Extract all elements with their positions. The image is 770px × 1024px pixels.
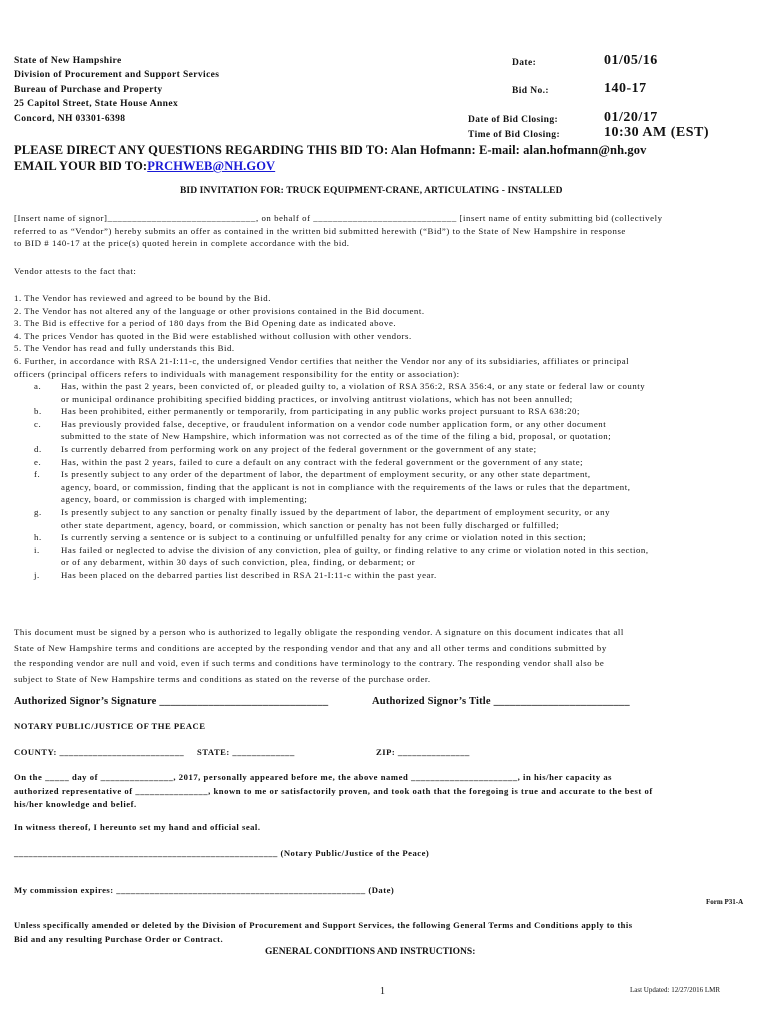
item-letter: c. xyxy=(34,418,42,429)
signor-signature-field[interactable]: Authorized Signor’s Signature _______________________________ xyxy=(14,696,329,707)
lettered-item-line xyxy=(14,380,756,393)
item-letter: d. xyxy=(34,443,42,454)
closing-time-value: 10:30 AM (EST) xyxy=(604,125,709,140)
signing-line: State of New Hampshire terms and conditions are accepted by the responding vendor and that any and all other terms and conditions submitted by xyxy=(14,642,607,653)
item-number: 4. xyxy=(14,330,22,341)
item-number: 2. xyxy=(14,305,22,316)
page-number: 1 xyxy=(380,986,385,997)
signing-line: the responding vendor are null and void, even if such terms and conditions have terminology to the contrary. The responding vendor shall also be xyxy=(14,658,605,668)
item-text: Has been placed on the debarred parties list described in RSA 21-I:11-c within the past year. xyxy=(61,569,437,580)
item-text: Has previously provided false, deceptive, or fraudulent information on a vendor code number application form, or any other document xyxy=(61,418,607,429)
item-text: Is presently subject to any order of the department of labor, the department of employment security, or any other state department, xyxy=(61,469,591,480)
item-letter: f. xyxy=(34,469,41,480)
lettered-item-line xyxy=(14,468,756,481)
lettered-item-line xyxy=(14,506,756,519)
agency-line-5: Concord, NH 03301-6398 xyxy=(14,114,126,124)
item-letter: e. xyxy=(34,456,42,467)
closing-date-value: 01/20/17 xyxy=(604,110,658,125)
item-number: 1. xyxy=(14,293,22,303)
item-text: The Vendor has read and fully understands this Bid. xyxy=(24,343,235,354)
lettered-item-line xyxy=(14,544,756,557)
numbered-list xyxy=(14,292,756,380)
list-item xyxy=(14,317,756,330)
intro-paragraph xyxy=(14,212,756,250)
lettered-list xyxy=(14,380,756,582)
questions-contact-line: PLEASE DIRECT ANY QUESTIONS REGARDING THIS BID TO: Alan Hofmann: E-mail: alan.hofmann@nh.gov xyxy=(14,143,647,157)
date-label: Date: xyxy=(512,58,537,68)
intro-line: [Insert name of signor]______________________________, on behalf of _____________________________ [insert name of entity submitting bid (collectively xyxy=(14,213,663,223)
item-text: Has been prohibited, either permanently or temporarily, from participating in any public works project pursuant to RSA 638:20; xyxy=(61,406,580,417)
lettered-item-line xyxy=(14,481,756,494)
item-text: Is currently serving a sentence or is subject to a continuing or unfulfilled penalty for any crime or violation noted in this section; xyxy=(61,532,587,543)
lettered-item-line xyxy=(14,456,756,469)
list-item-continuation: officers (principal officers refers to individuals with management responsibility for the entity or association): xyxy=(14,368,460,379)
item-text: or of any debarment, within 30 days of such conviction, plea, finding, or debarment; or xyxy=(61,557,416,568)
lettered-item-line xyxy=(14,393,756,406)
lettered-item-line xyxy=(14,493,756,506)
email-bid-line xyxy=(14,159,275,174)
email-bid-link[interactable]: PRCHWEB@NH.GOV xyxy=(147,159,276,173)
item-text: Is presently subject to any sanction or penalty finally issued by the department of labor, the department of employment security, or any xyxy=(61,506,611,517)
unless-line: Unless specifically amended or deleted by the Division of Procurement and Support Services, the following General Terms and Conditions apply to this xyxy=(14,920,633,930)
general-conditions-heading: GENERAL CONDITIONS AND INSTRUCTIONS: xyxy=(265,947,476,957)
notary-signature-field[interactable]: _______________________________________________________ (Notary Public/Justice of the Peace) xyxy=(14,848,430,858)
list-item xyxy=(14,305,756,318)
item-letter: a. xyxy=(34,381,42,391)
county-field[interactable]: COUNTY: __________________________ xyxy=(14,747,185,757)
bid-no-value: 140-17 xyxy=(604,81,647,96)
item-text: The Vendor has reviewed and agreed to be bound by the Bid. xyxy=(24,293,272,303)
item-text: The prices Vendor has quoted in the Bid were established without collusion with other vendors. xyxy=(24,330,412,341)
closing-date-label: Date of Bid Closing: xyxy=(468,115,559,125)
appeared-line: his/her knowledge and belief. xyxy=(14,799,137,809)
list-item xyxy=(14,330,756,343)
agency-line-1: State of New Hampshire xyxy=(14,56,122,66)
last-updated: Last Updated: 12/27/2016 LMR xyxy=(630,986,721,994)
lettered-item-line xyxy=(14,418,756,431)
item-number: 5. xyxy=(14,343,22,354)
item-text: agency, board, or commission is charged with implementing; xyxy=(61,494,308,505)
list-item xyxy=(14,292,756,305)
zip-field[interactable]: ZIP: _______________ xyxy=(376,747,470,757)
signing-line: subject to State of New Hampshire terms and conditions as stated on the reverse of the purchase order. xyxy=(14,673,431,684)
item-text: other state department, agency, board, or commission, which sanction or penalty has not been fully discharged or fulfilled; xyxy=(61,519,560,530)
agency-line-3: Bureau of Purchase and Property xyxy=(14,85,163,95)
item-letter: h. xyxy=(34,532,42,543)
intro-line: to BID # 140-17 at the price(s) quoted herein in complete accordance with the bid. xyxy=(14,238,350,249)
item-text: Has, within the past 2 years, failed to cure a default on any contract with the federal government or the government of any state; xyxy=(61,456,584,467)
notary-heading: NOTARY PUBLIC/JUSTICE OF THE PEACE xyxy=(14,721,206,731)
appeared-line: authorized representative of _______________, known to me or satisfactorily proven, and took oath that the foregoing is true and accurate to the best of xyxy=(14,785,653,796)
signing-line: This document must be signed by a person who is authorized to legally obligate the responding vendor. A signature on this document indicates that all xyxy=(14,627,624,637)
lettered-item-line xyxy=(14,556,756,569)
item-number: 6. xyxy=(14,355,22,366)
lettered-item-line xyxy=(14,531,756,544)
email-bid-prefix: EMAIL YOUR BID TO: xyxy=(14,159,148,173)
item-text: The Bid is effective for a period of 180 days from the Bid Opening date as indicated above. xyxy=(24,318,397,329)
personally-appeared-paragraph xyxy=(14,771,756,812)
item-text: Is currently debarred from performing work on any project of the federal government or the government of any state; xyxy=(61,443,537,454)
agency-line-4: 25 Capitol Street, State House Annex xyxy=(14,99,179,109)
invitation-title: BID INVITATION FOR: TRUCK EQUIPMENT-CRANE, ARTICULATING - INSTALLED xyxy=(180,186,563,196)
item-letter: j. xyxy=(34,569,40,580)
form-id: Form P31-A xyxy=(706,898,744,906)
item-text: agency, board, or commission, finding that the applicant is not in compliance with the requirements of the laws or rules that the department, xyxy=(61,481,631,492)
item-text: submitted to the state of New Hampshire, which information was not corrected as of the time of the filing a bid, proposal, or quotation; xyxy=(61,431,612,442)
item-number: 3. xyxy=(14,318,22,329)
list-item xyxy=(14,342,756,355)
witness-line: In witness thereof, I hereunto set my hand and official seal. xyxy=(14,822,261,832)
state-field[interactable]: STATE: _____________ xyxy=(197,747,295,757)
commission-expires-field[interactable]: My commission expires: ____________________________________________________ (Date) xyxy=(14,885,395,895)
item-text: Further, in accordance with RSA 21-I:11-c, the undersigned Vendor certifies that neither the Vendor nor any of its subsidiaries, affiliates or principal xyxy=(24,355,630,366)
lettered-item-line xyxy=(14,569,756,582)
lettered-item-line xyxy=(14,430,756,443)
date-value: 01/05/16 xyxy=(604,53,658,68)
item-text: Has, within the past 2 years, been convicted of, or pleaded guilty to, a violation of RSA 356:2, RSA 356:4, or any state or federal law or county xyxy=(61,381,646,391)
closing-time-label: Time of Bid Closing: xyxy=(468,130,561,140)
lettered-item-line xyxy=(14,443,756,456)
lettered-item-line xyxy=(14,405,756,418)
intro-line: referred to as “Vendor”) hereby submits an offer as contained in the written bid submitted herewith (“Bid”) to the State of New Hampshire in response xyxy=(14,225,626,236)
unless-paragraph xyxy=(14,919,756,946)
item-text: The Vendor has not altered any of the language or other provisions contained in the Bid document. xyxy=(24,305,425,316)
agency-line-2: Division of Procurement and Support Services xyxy=(14,70,220,80)
item-text: or municipal ordinance prohibiting specified bidding practices, or involving antitrust violations, which has not been annulled; xyxy=(61,393,573,404)
signor-title-field[interactable]: Authorized Signor’s Title _________________________ xyxy=(372,696,630,707)
list-item xyxy=(14,355,756,368)
lettered-item-line xyxy=(14,519,756,532)
signing-paragraph xyxy=(14,625,756,687)
item-letter: i. xyxy=(34,544,40,555)
item-letter: g. xyxy=(34,506,42,517)
attests-line: Vendor attests to the fact that: xyxy=(14,266,137,276)
item-text: Has failed or neglected to advise the division of any conviction, plea of guilty, or finding relative to any crime or violation noted in this section, xyxy=(61,544,649,555)
appeared-line: On the _____ day of _______________, 2017, personally appeared before me, the above named ______________________, in his/her capacity as xyxy=(14,772,613,782)
unless-line: Bid and any resulting Purchase Order or Contract. xyxy=(14,933,224,944)
item-letter: b. xyxy=(34,406,42,417)
bid-no-label: Bid No.: xyxy=(512,86,549,96)
